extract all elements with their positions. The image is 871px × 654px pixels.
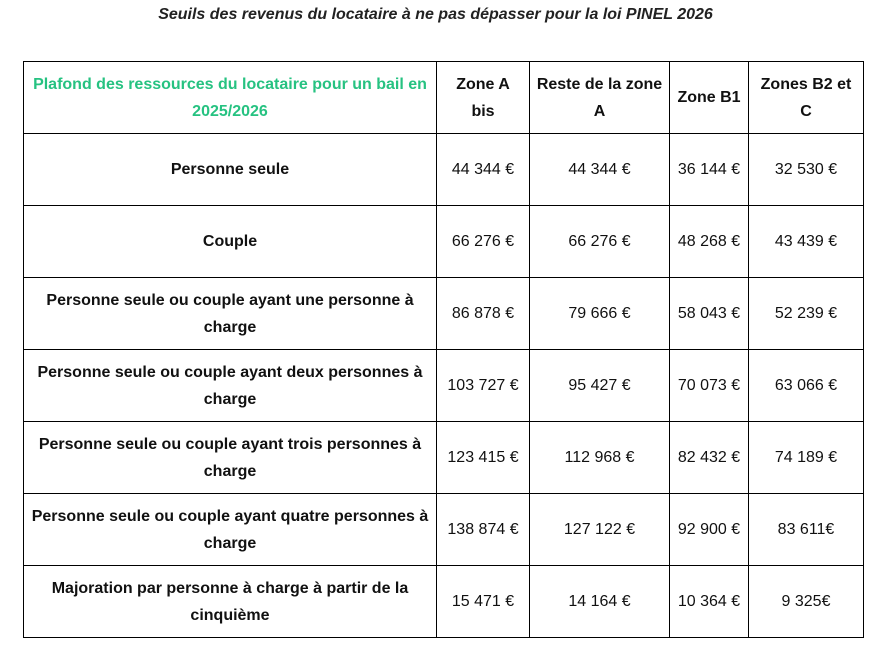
cell-rest-zone-a: 112 968 € [530, 422, 670, 494]
table-row [24, 206, 864, 278]
row-label: Couple [24, 206, 437, 278]
cell-zones-b2-c: 32 530 € [749, 134, 864, 206]
header-zone-a-bis: Zone A bis [437, 62, 530, 134]
header-rest-zone-a: Reste de la zone A [530, 62, 670, 134]
header-zones-b2-c: Zones B2 et C [749, 62, 864, 134]
table-row [24, 134, 864, 206]
table-header-row [24, 62, 864, 134]
header-resource-ceiling: Plafond des ressources du locataire pour un bail en 2025/2026 [24, 62, 437, 134]
cell-zone-a-bis: 86 878 € [437, 278, 530, 350]
cell-zone-b1: 58 043 € [670, 278, 749, 350]
cell-zone-a-bis: 66 276 € [437, 206, 530, 278]
row-label: Personne seule ou couple ayant quatre personnes à charge [24, 494, 437, 566]
cell-rest-zone-a: 44 344 € [530, 134, 670, 206]
table-row [24, 566, 864, 638]
cell-zone-b1: 92 900 € [670, 494, 749, 566]
cell-zone-b1: 36 144 € [670, 134, 749, 206]
cell-rest-zone-a: 79 666 € [530, 278, 670, 350]
table-row [24, 350, 864, 422]
cell-zone-a-bis: 15 471 € [437, 566, 530, 638]
cell-zones-b2-c: 52 239 € [749, 278, 864, 350]
cell-zones-b2-c: 74 189 € [749, 422, 864, 494]
cell-zone-a-bis: 138 874 € [437, 494, 530, 566]
row-label: Personne seule ou couple ayant trois personnes à charge [24, 422, 437, 494]
row-label: Personne seule ou couple ayant deux personnes à charge [24, 350, 437, 422]
row-label: Personne seule ou couple ayant une personne à charge [24, 278, 437, 350]
cell-zones-b2-c: 9 325€ [749, 566, 864, 638]
row-label: Personne seule [24, 134, 437, 206]
row-label: Majoration par personne à charge à partir de la cinquième [24, 566, 437, 638]
cell-rest-zone-a: 66 276 € [530, 206, 670, 278]
header-zone-b1: Zone B1 [670, 62, 749, 134]
cell-zone-b1: 48 268 € [670, 206, 749, 278]
cell-zone-a-bis: 44 344 € [437, 134, 530, 206]
cell-zone-b1: 10 364 € [670, 566, 749, 638]
cell-rest-zone-a: 14 164 € [530, 566, 670, 638]
cell-zone-a-bis: 123 415 € [437, 422, 530, 494]
cell-zone-b1: 70 073 € [670, 350, 749, 422]
cell-zones-b2-c: 63 066 € [749, 350, 864, 422]
cell-zone-a-bis: 103 727 € [437, 350, 530, 422]
table-row [24, 494, 864, 566]
page-title: Seuils des revenus du locataire à ne pas dépasser pour la loi PINEL 2026 [158, 6, 713, 23]
table-row [24, 278, 864, 350]
income-ceilings-table [23, 61, 864, 638]
cell-rest-zone-a: 127 122 € [530, 494, 670, 566]
cell-zones-b2-c: 43 439 € [749, 206, 864, 278]
table-row [24, 422, 864, 494]
cell-rest-zone-a: 95 427 € [530, 350, 670, 422]
cell-zone-b1: 82 432 € [670, 422, 749, 494]
cell-zones-b2-c: 83 611€ [749, 494, 864, 566]
